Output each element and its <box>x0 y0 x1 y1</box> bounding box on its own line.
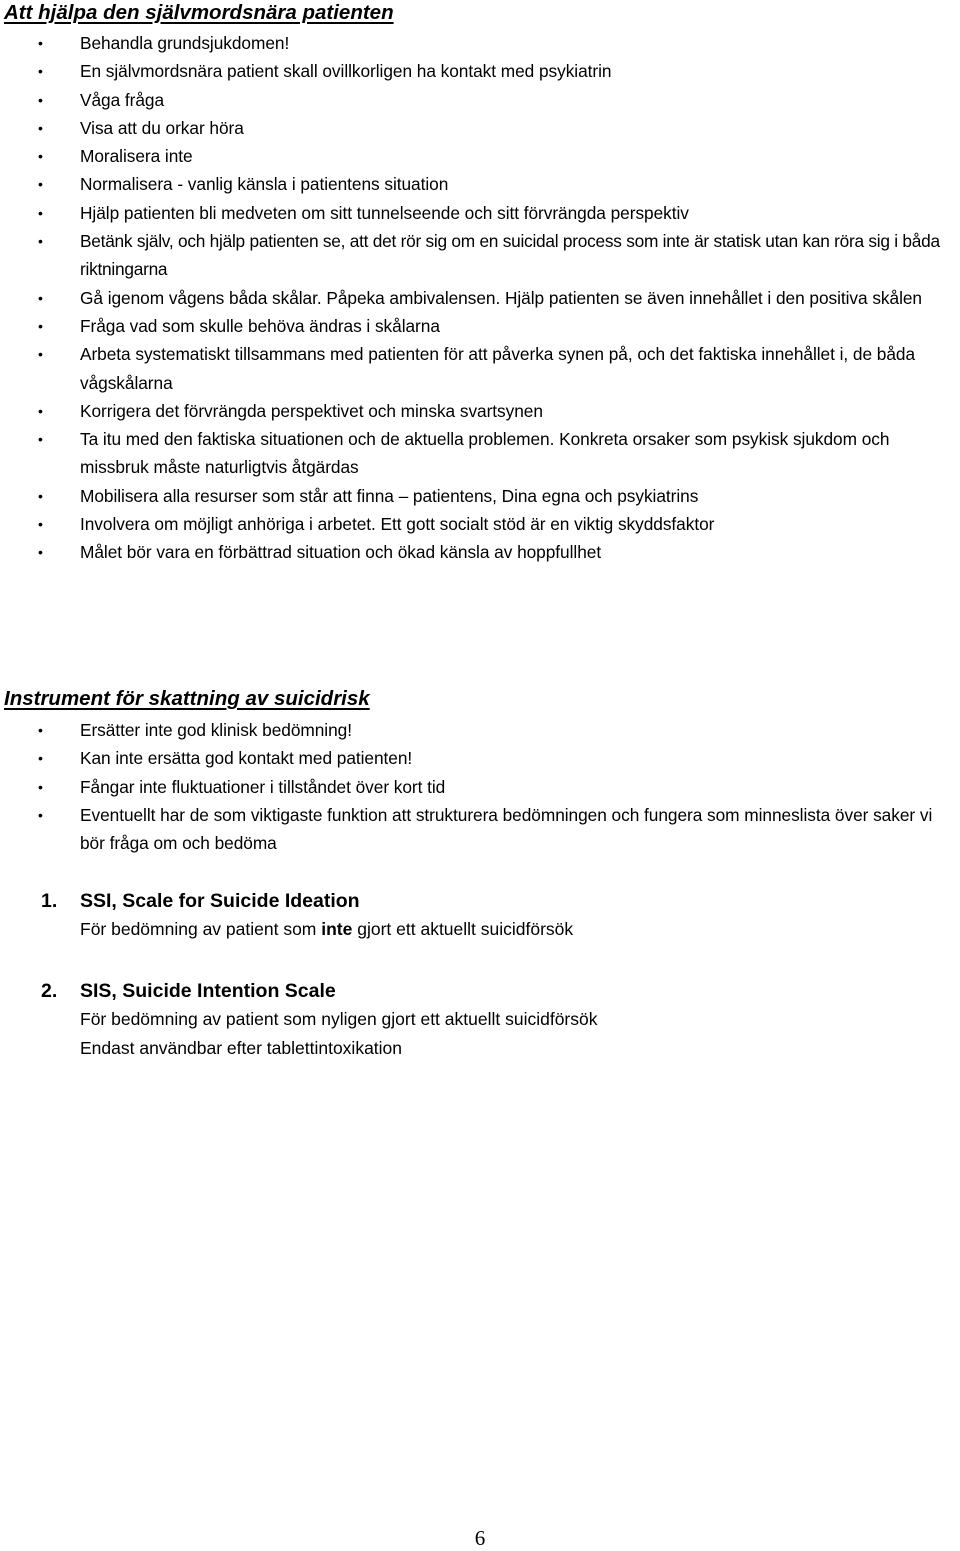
instrument-number: 2. <box>41 980 58 1002</box>
instrument-title <box>0 977 955 1005</box>
list-item: • Visa att du orkar höra <box>0 114 955 142</box>
instrument-number: 1. <box>41 890 58 912</box>
section-heading-risk-instruments: Instrument för skattning av suicidrisk <box>4 687 370 710</box>
list-item: • Moralisera inte <box>0 142 955 170</box>
list-item: • Ta itu med den faktiska situationen och de aktuella problemen. Konkreta orsaker som psykisk sjukdom och missbruk måste naturligtvis åtgärdas <box>0 425 955 482</box>
instrument-name: SSI, Scale for Suicide Ideation <box>80 890 360 912</box>
instrument-title <box>0 887 955 915</box>
helping-patient-list <box>0 29 955 567</box>
list-item: • Mobilisera alla resurser som står att finna – patientens, Dina egna och psykiatrins <box>0 482 955 510</box>
list-item: • Betänk själv, och hjälp patienten se, att det rör sig om en suicidal process som inte är statisk utan kan röra sig i båda riktningarna <box>0 227 955 284</box>
list-item: • Arbeta systematiskt tillsammans med patienten för att påverka synen på, och det faktiska innehållet i, de båda vågskålarna <box>0 340 955 397</box>
list-item: • Målet bör vara en förbättrad situation och ökad känsla av hoppfullhet <box>0 538 955 566</box>
list-item: • Fråga vad som skulle behöva ändras i skålarna <box>0 312 955 340</box>
description-emphasis: inte <box>321 919 353 939</box>
description-text: gjort ett aktuellt suicidförsök <box>352 919 574 939</box>
list-item: • Behandla grundsjukdomen! <box>0 29 955 57</box>
page-number: 6 <box>474 1526 486 1550</box>
instrument-sis <box>0 977 955 1062</box>
list-item: • Normalisera - vanlig känsla i patientens situation <box>0 170 955 198</box>
instrument-name: SIS, Suicide Intention Scale <box>80 980 336 1002</box>
description-text: För bedömning av patient som <box>80 919 322 939</box>
instrument-note: Endast användbar efter tablettintoxikation <box>80 1037 403 1058</box>
list-item: • En självmordsnära patient skall ovillkorligen ha kontakt med psykiatrin <box>0 57 955 85</box>
list-item: • Kan inte ersätta god kontakt med patienten! <box>0 744 955 772</box>
instrument-ssi <box>0 887 955 944</box>
risk-instruments-list <box>0 716 955 857</box>
list-item: • Gå igenom vågens båda skålar. Påpeka ambivalensen. Hjälp patienten se även innehållet i den positiva skålen <box>0 284 955 312</box>
instrument-description <box>0 915 955 944</box>
list-item: • Eventuellt har de som viktigaste funktion att strukturera bedömningen och fungera som minneslista över saker vi bör fråga om och bedöma <box>0 801 955 858</box>
list-item: • Ersätter inte god klinisk bedömning! <box>0 716 955 744</box>
section-heading-helping-patient: Att hjälpa den självmordsnära patienten <box>4 1 394 24</box>
list-item: • Involvera om möjligt anhöriga i arbetet. Ett gott socialt stöd är en viktig skyddsfaktor <box>0 510 955 538</box>
list-item: • Fångar inte fluktuationer i tillståndet över kort tid <box>0 773 955 801</box>
list-item: • Våga fråga <box>0 86 955 114</box>
instrument-description: För bedömning av patient som nyligen gjort ett aktuellt suicidförsök <box>80 1009 598 1029</box>
list-item: • Korrigera det förvrängda perspektivet och minska svartsynen <box>0 397 955 425</box>
list-item: • Hjälp patienten bli medveten om sitt tunnelseende och sitt förvrängda perspektiv <box>0 199 955 227</box>
